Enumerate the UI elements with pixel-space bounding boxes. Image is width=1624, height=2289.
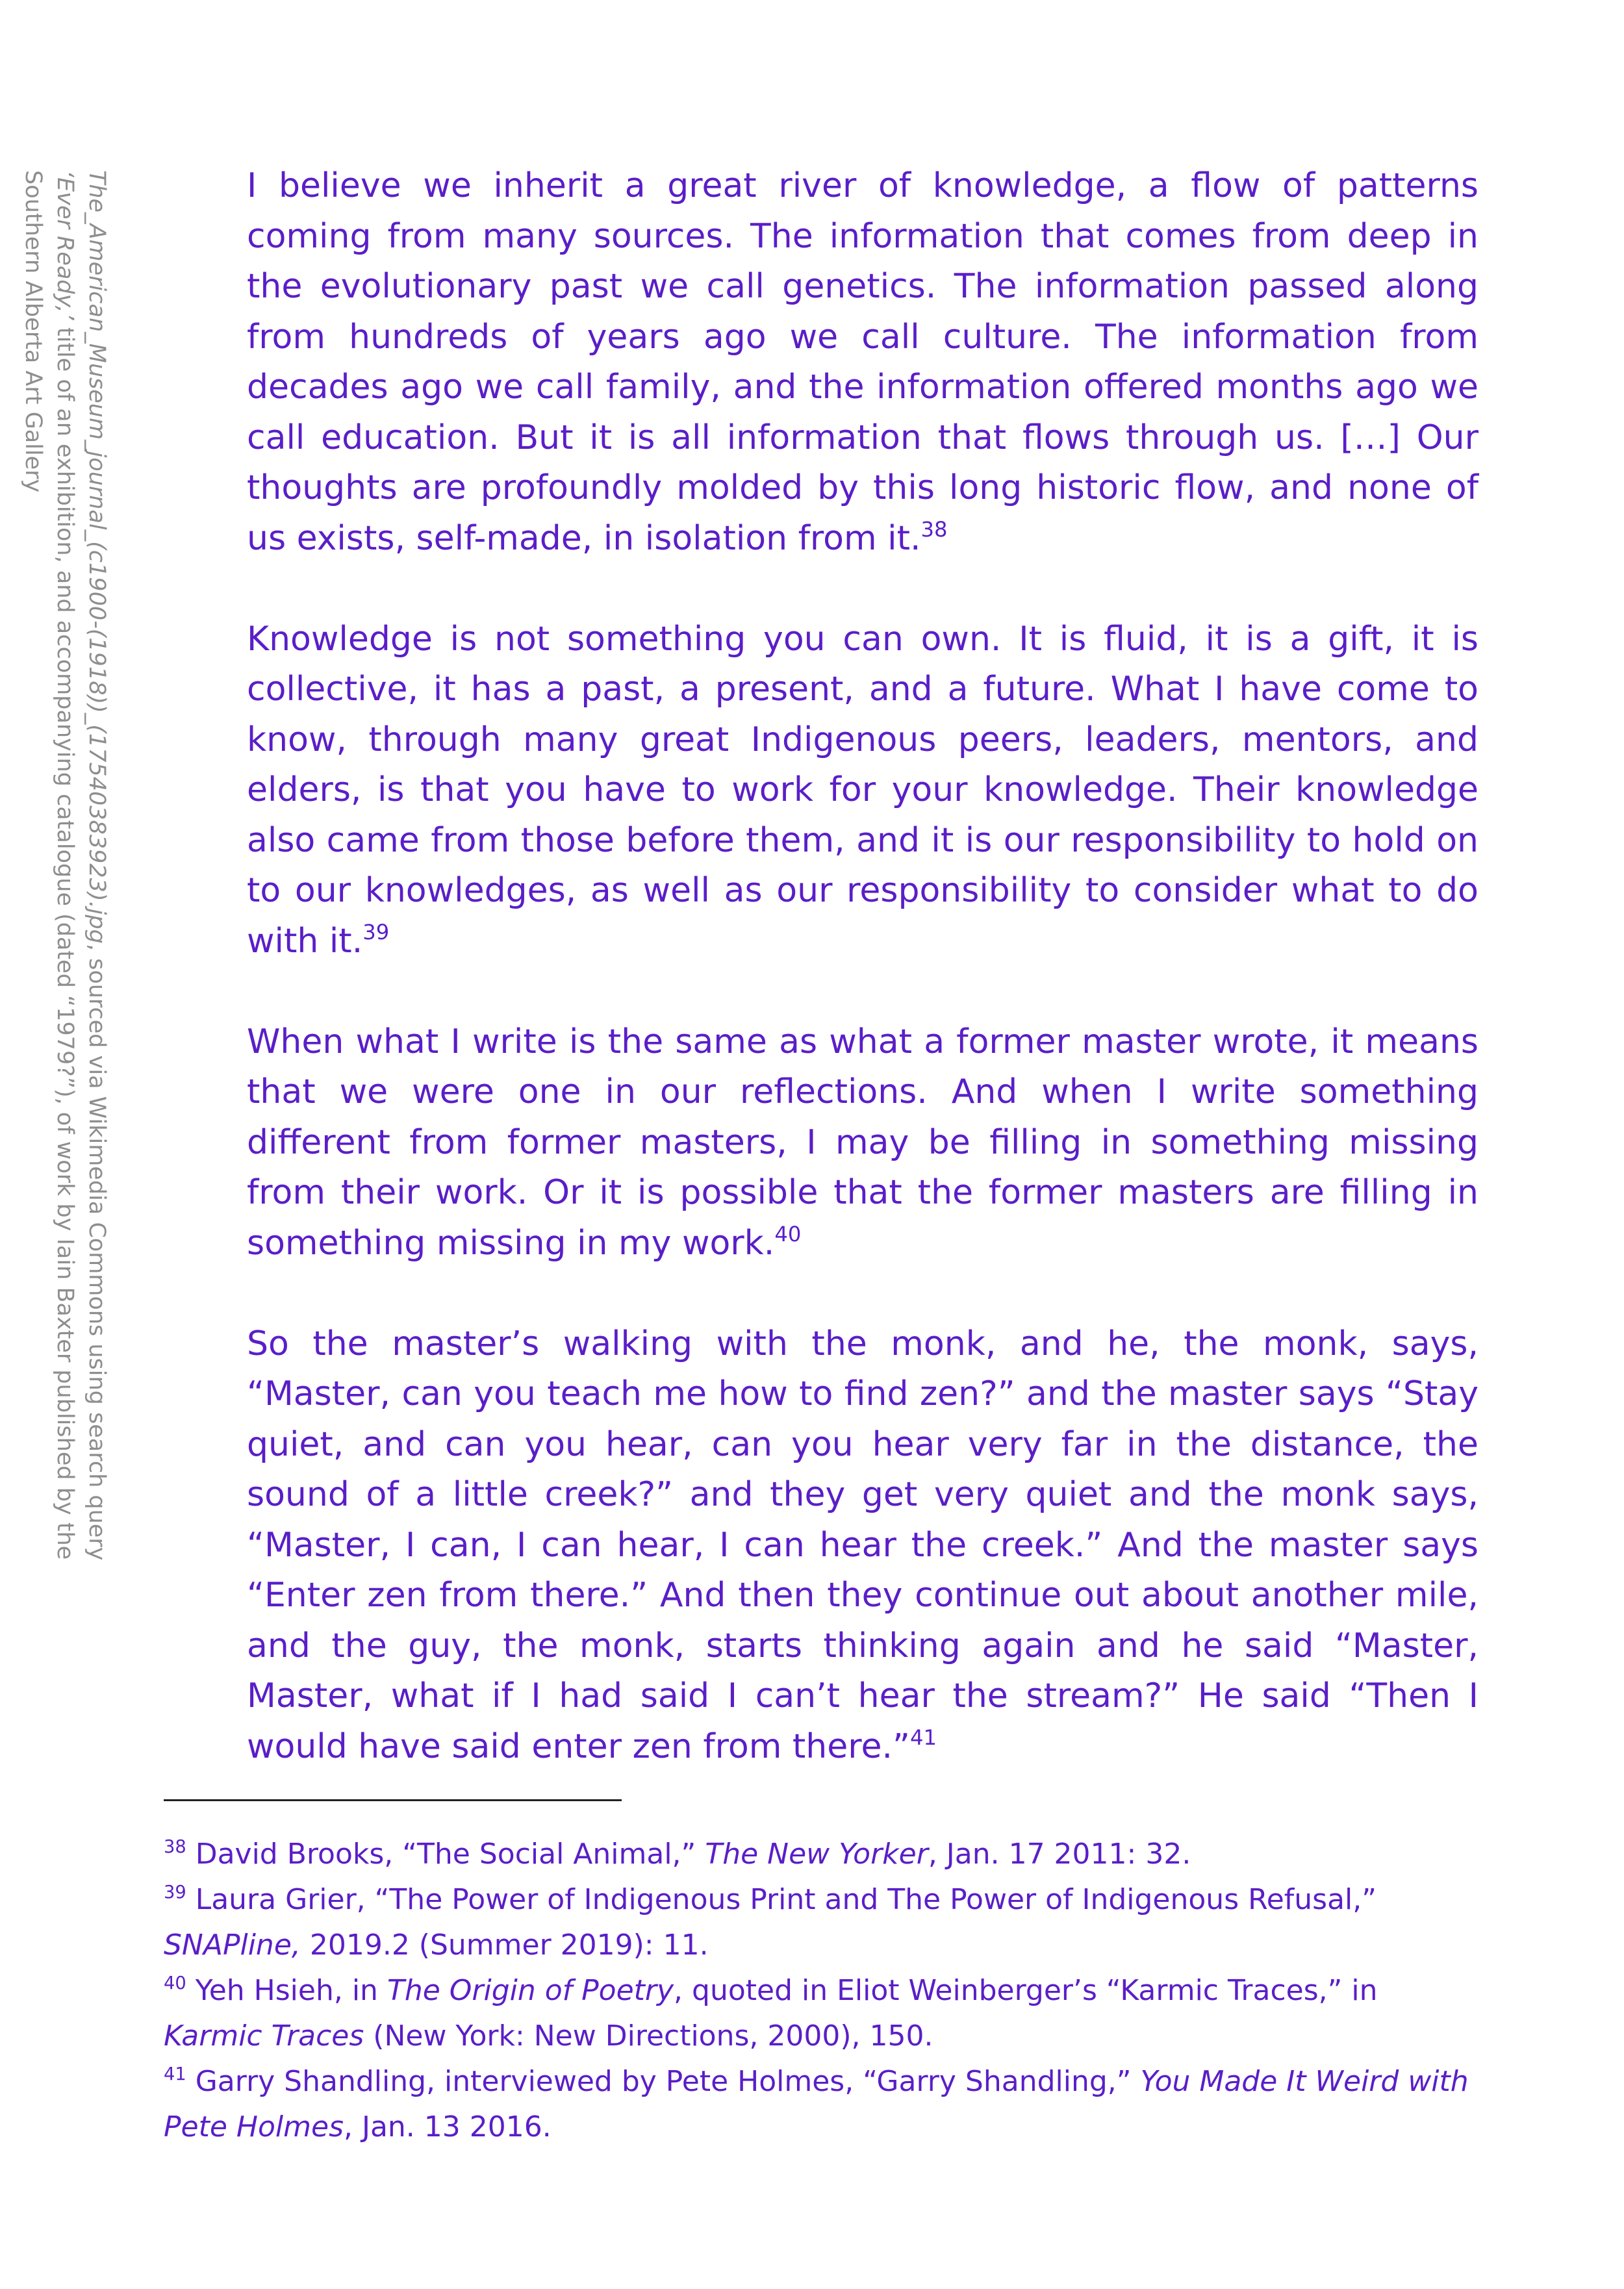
- footnote-38: [164, 1832, 1482, 1877]
- caption-description: title of an exhibition, and accompanying catalogue (dated “1979?”), of work by Iain Baxter published by the: [52, 320, 78, 1560]
- caption-line-2: [49, 170, 81, 1664]
- footnote-ref: 40: [774, 1221, 802, 1246]
- footnote-number: 39: [164, 1882, 186, 1903]
- caption-line-3: Southern Alberta Art Gallery: [20, 170, 46, 493]
- paragraph-4: [247, 1319, 1478, 1773]
- paragraph-2: [247, 614, 1478, 967]
- caption-query: ‘Ever Ready,’: [52, 170, 78, 320]
- caption-filename: The_American_Museum_journal_(c1900-(1918))_(17540383923).jpg: [84, 170, 110, 944]
- footnote-40: [164, 1968, 1482, 2059]
- footnote-number: 41: [164, 2064, 186, 2085]
- paragraph-1: [247, 161, 1478, 564]
- footnote-text: Yeh Hsieh, in: [186, 1974, 387, 2007]
- paragraph-text: When what I write is the same as what a former master wrote, it means that we were one in our reflections. And when I write something different from former masters, I may be filling in something missing from their work. Or it is possible that the former masters are filling in something missing in my work.: [247, 1022, 1478, 1263]
- footnote-text: Garry Shandling, interviewed by Pete Holmes, “Garry Shandling,”: [186, 2065, 1141, 2098]
- footnote-divider: [164, 1799, 622, 1801]
- paragraph-text: I believe we inherit a great river of knowledge, a flow of patterns coming from many sources. The information that comes from deep in the evolutionary past we call genetics. The information passed along from hundreds of years ago we call culture. The information from decades ago we call family, and the information offered months ago we call education. But it is all information that flows through us. […] Our thoughts are profoundly molded by this long historic flow, and none of us exists, self-made, in isolation from it.: [247, 166, 1478, 558]
- footnote-text: (New York: New Directions, 2000), 150.: [364, 2019, 933, 2053]
- footnote-title: The New Yorker: [705, 1838, 928, 1871]
- paragraph-text: Knowledge is not something you can own. It is fluid, it is a gift, it is collective, it has a past, a present, and a future. What I have come to know, through many great Indigenous peers, leaders, mentors, and elders, is that you have to work for your knowledge. Their knowledge also came from those before them, and it is our responsibility to hold on to our knowledges, as well as our responsibility to consider what to do with it.: [247, 619, 1478, 961]
- footnote-number: 38: [164, 1837, 186, 1858]
- body-text: [247, 161, 1478, 1823]
- footnote-text: Laura Grier, “The Power of Indigenous Print and The Power of Indigenous Refusal,”: [186, 1883, 1377, 1916]
- footnote-text: , quoted in Eliot Weinberger’s “Karmic Traces,” in: [674, 1974, 1378, 2007]
- footnote-text: 2019.2 (Summer 2019): 11.: [300, 1929, 709, 1962]
- footnote-title: Karmic Traces: [164, 2019, 364, 2053]
- footnote-title: The Origin of Poetry: [387, 1974, 674, 2007]
- footnote-number: 40: [164, 1973, 186, 1994]
- footnote-text: David Brooks, “The Social Animal,”: [186, 1838, 705, 1871]
- footnote-ref: 41: [909, 1725, 937, 1750]
- paragraph-3: [247, 1017, 1478, 1269]
- caption-line-1: [81, 170, 112, 1664]
- footnote-title: SNAPline,: [164, 1929, 301, 1962]
- footnote-39: [164, 1877, 1482, 1968]
- footnote-text: , Jan. 13 2016.: [344, 2110, 552, 2144]
- footnote-title: You Made It Weird with Pete Holmes: [164, 2065, 1469, 2144]
- footnotes: [164, 1832, 1482, 2150]
- footnote-ref: 39: [362, 919, 390, 944]
- image-credit-caption: [17, 170, 112, 1664]
- footnote-text: , Jan. 17 2011: 32.: [928, 1838, 1191, 1871]
- paragraph-text: So the master’s walking with the monk, and he, the monk, says, “Master, can you teach me how to find zen?” and the master says “Stay quiet, and can you hear, can you hear very far in the distance, the sound of a little creek?” and they get very quiet and the monk says, “Master, I can, I can hear, I can hear the creek.” And the master says “Enter zen from there.” And then they continue out about another mile, and the guy, the monk, starts thinking again and he said “Master, Master, what if I had said I can’t hear the stream?” He said “Then I would have said enter zen from there.”: [247, 1324, 1478, 1766]
- footnote-41: [164, 2059, 1482, 2150]
- footnote-ref: 38: [920, 516, 948, 542]
- caption-source: , sourced via Wikimedia Commons using search query: [84, 943, 110, 1561]
